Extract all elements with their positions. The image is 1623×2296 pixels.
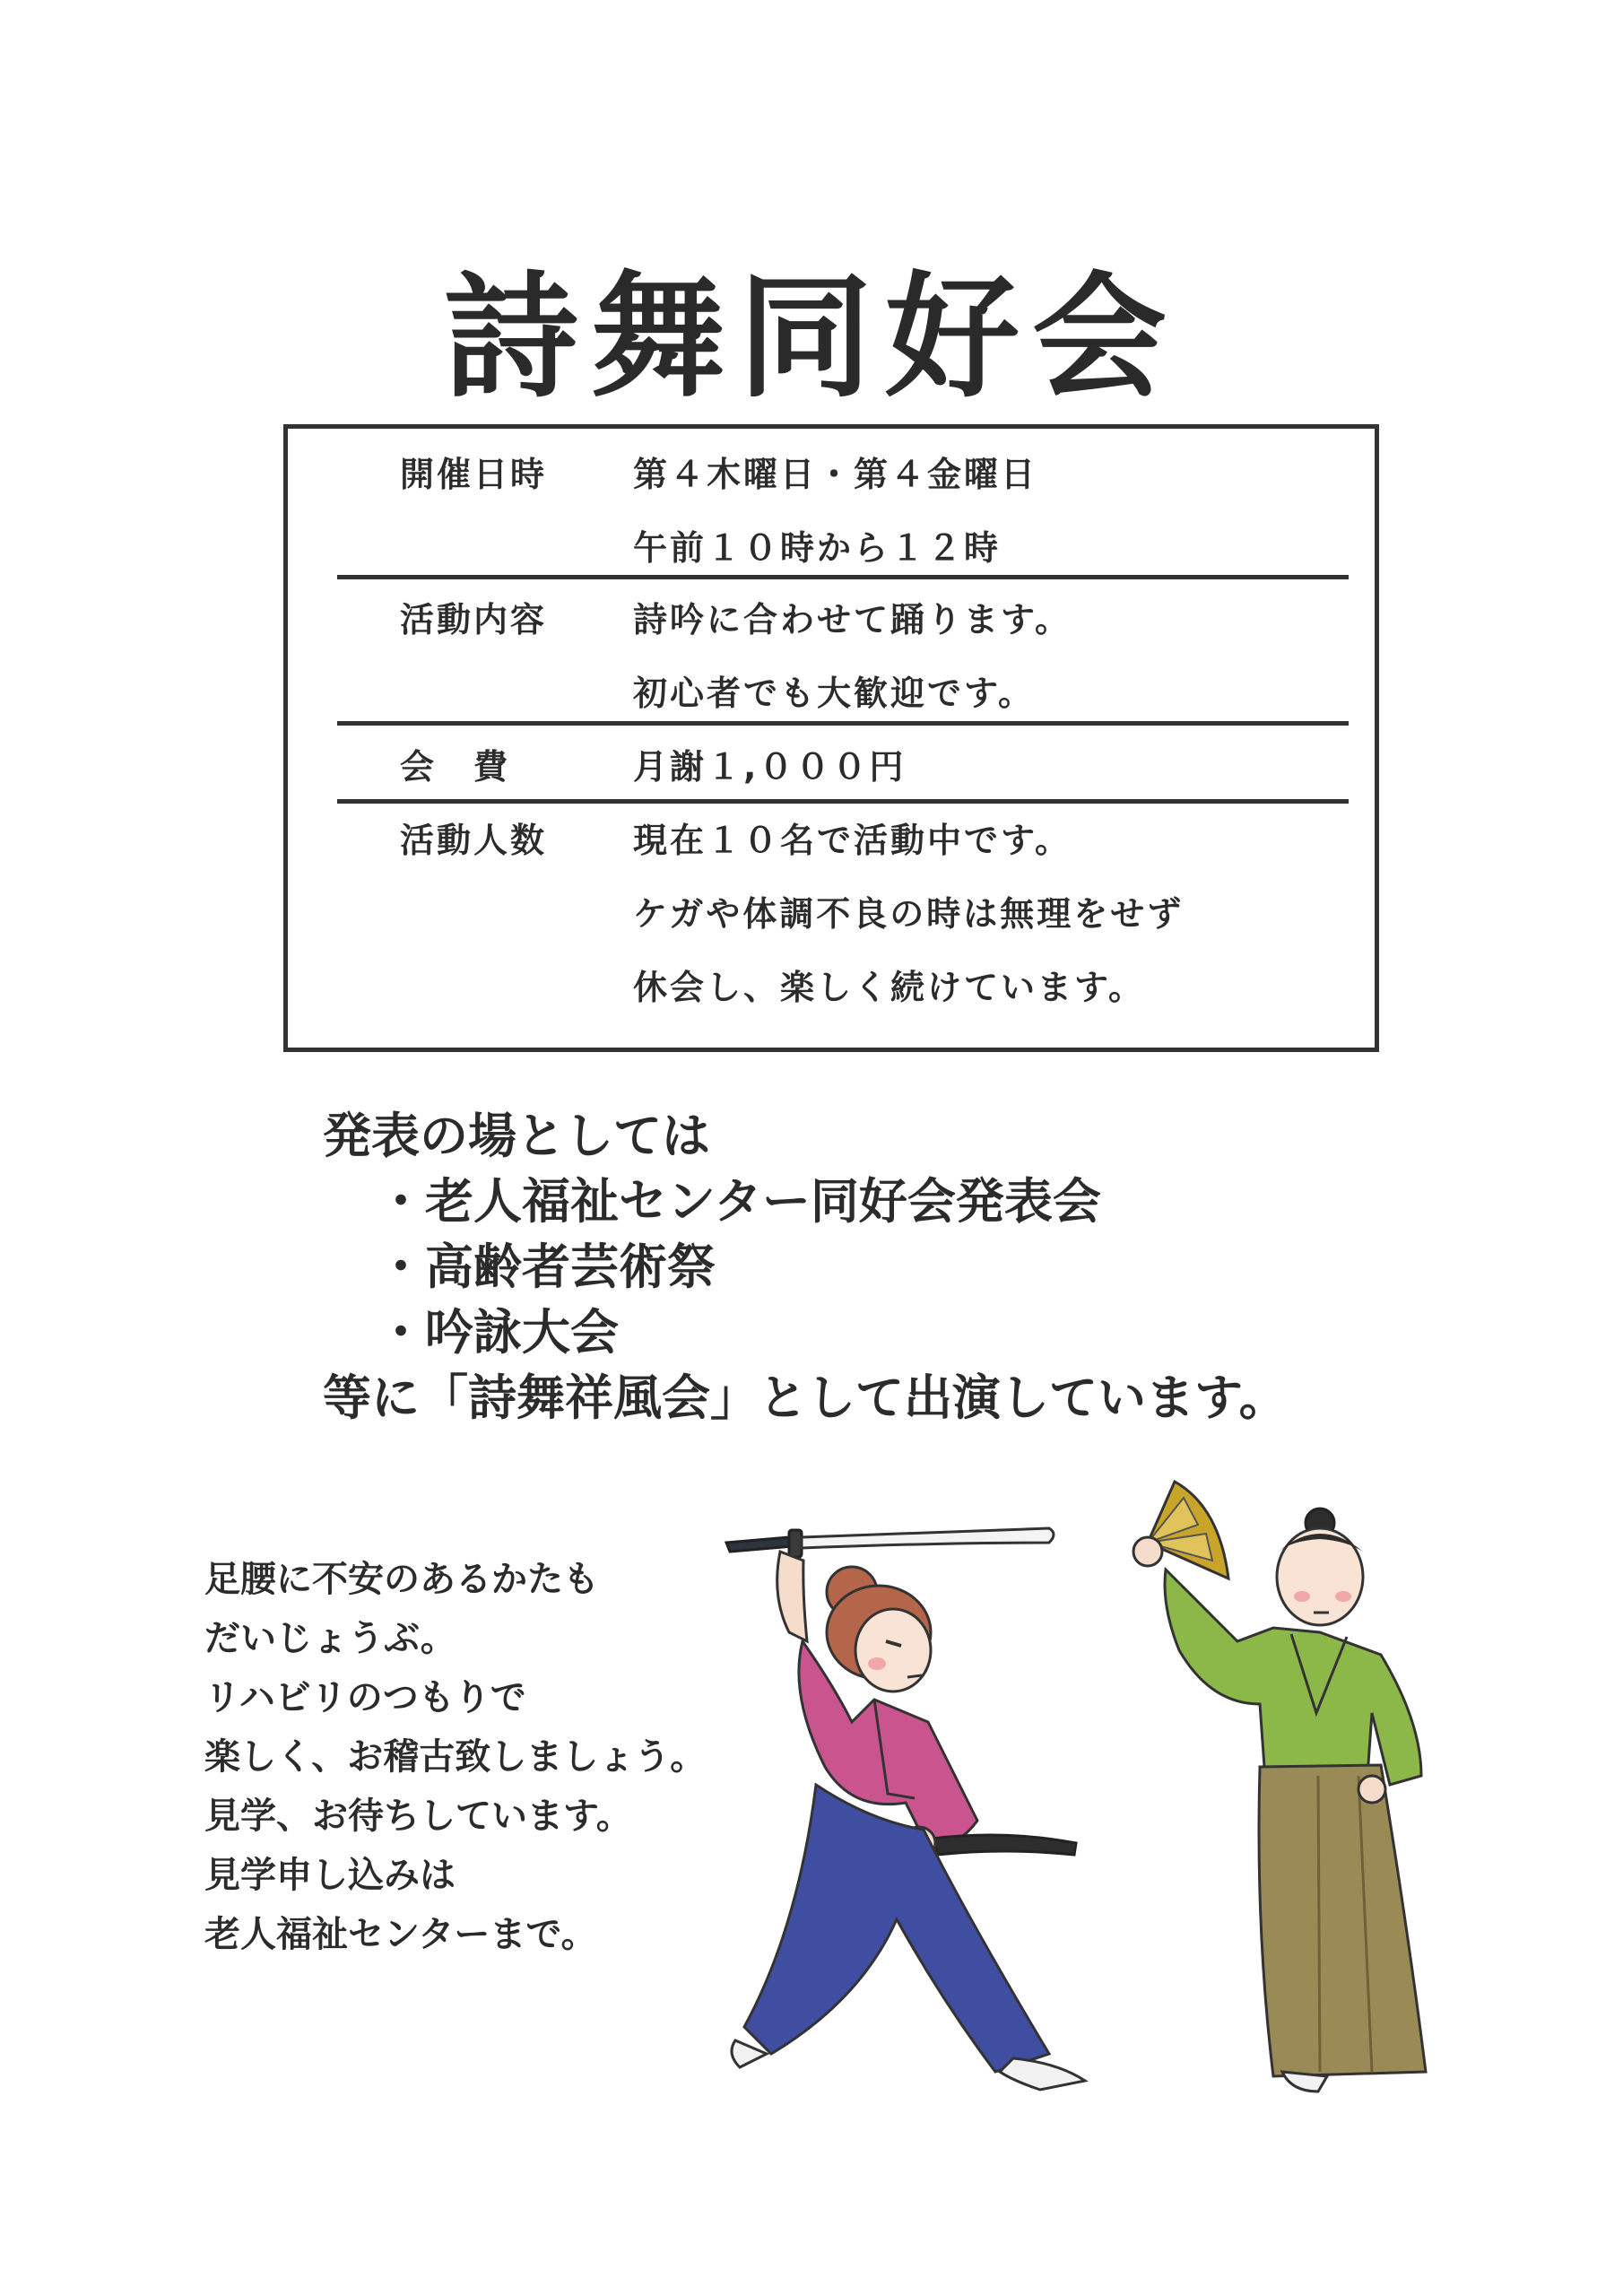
note-line: 足腰に不安のあるかたも xyxy=(204,1559,599,1600)
page-title: 詩舞同好会 xyxy=(443,260,1179,416)
info-label: 会 費 xyxy=(400,747,511,787)
venue-item: ・老人福祉センター同好会発表会 xyxy=(377,1173,1101,1230)
note-line: だいじょうぶ。 xyxy=(204,1618,456,1659)
divider xyxy=(337,721,1349,726)
sword-icon xyxy=(726,1528,1054,1557)
note-line: 老人福祉センターまで。 xyxy=(204,1914,597,1955)
info-table xyxy=(283,424,1379,1052)
info-value xyxy=(633,438,1037,585)
sword-dancer-illustration xyxy=(717,1498,1130,2099)
info-value-line: 午前１０時から１２時 xyxy=(633,528,1002,568)
info-label: 開催日時 xyxy=(400,455,548,494)
info-value xyxy=(633,804,1184,1024)
info-value xyxy=(633,730,906,804)
info-value-line: ケガや体調不良の時は無理をせず xyxy=(633,894,1185,934)
note-line: 見学申し込みは xyxy=(204,1855,456,1896)
olive-hakama xyxy=(1259,1765,1426,2076)
info-label: 活動人数 xyxy=(400,821,548,860)
divider xyxy=(337,575,1349,579)
venue-item: ・高齢者芸術祭 xyxy=(377,1239,716,1295)
info-value-line: 休会し、楽しく続けています。 xyxy=(633,968,1145,1007)
venue-item: ・吟詠大会 xyxy=(377,1304,619,1361)
info-value-line: 第４木曜日・第４金曜日 xyxy=(633,455,1038,494)
info-label: 活動内容 xyxy=(400,600,548,639)
blue-hakama xyxy=(744,1785,1049,2072)
info-value-line: 初心者でも大歓迎です。 xyxy=(633,674,1035,713)
info-value-line: 詩吟に合わせて踊ります。 xyxy=(633,600,1072,639)
note-line: リハビリのつもりで xyxy=(204,1677,526,1718)
note-text xyxy=(204,1550,706,1964)
venue-closing: 等に「詩舞祥風会」として出演しています。 xyxy=(323,1370,1288,1426)
note-line: 見学、お待ちしています。 xyxy=(204,1796,632,1837)
venue-section xyxy=(323,1103,1288,1431)
info-value-line: 現在１０名で活動中です。 xyxy=(633,821,1072,860)
note-line: 楽しく、お稽古致しましょう。 xyxy=(204,1736,707,1778)
venue-intro: 発表の場としては xyxy=(323,1108,710,1164)
fan-icon xyxy=(1148,1482,1228,1578)
info-value xyxy=(633,583,1072,730)
fan-dancer-illustration xyxy=(1112,1480,1453,2099)
info-value-line: 月謝１,０００円 xyxy=(633,747,907,787)
